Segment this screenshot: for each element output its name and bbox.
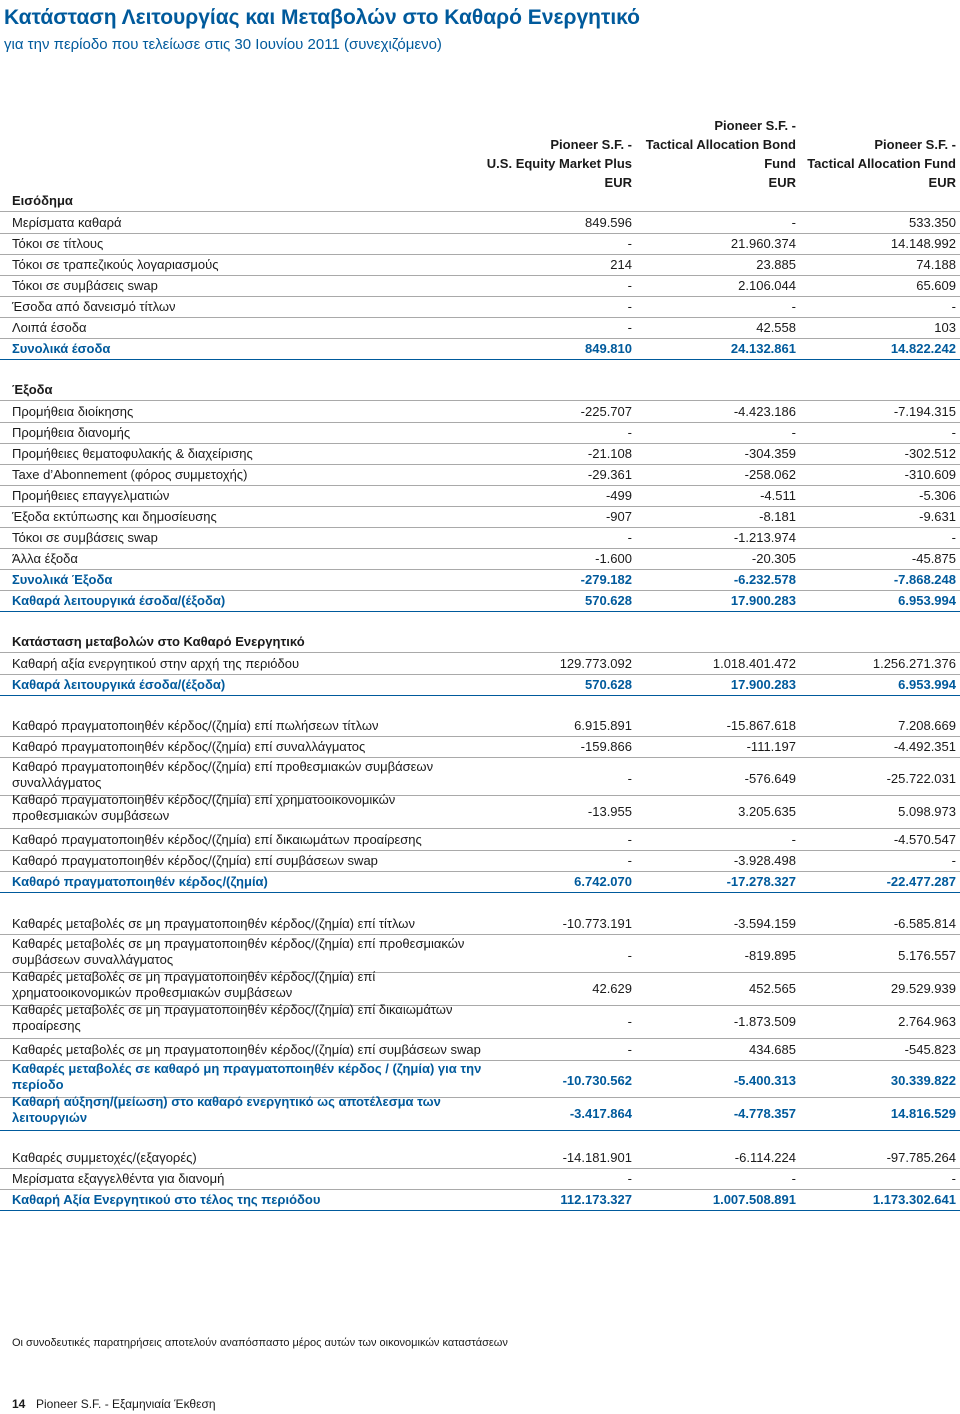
table-row-net-operating-repeat [0, 674, 960, 696]
row-label: Προμήθεια διοίκησης [12, 404, 134, 419]
value-cell: 1.256.271.376 [872, 656, 956, 671]
value-cell: 42.558 [756, 320, 796, 335]
value-cell: 849.810 [585, 341, 632, 356]
value-cell: -1.600 [595, 551, 632, 566]
value-cell: 24.132.861 [730, 341, 796, 356]
table-row-total-expenses [0, 569, 960, 591]
value-cell: -159.866 [580, 739, 632, 754]
table-row [0, 233, 960, 255]
value-cell: 30.339.822 [890, 1073, 956, 1088]
table-row [0, 254, 960, 276]
value-cell: 6.953.994 [898, 593, 956, 608]
value-cell: 434.685 [749, 1042, 796, 1057]
value-cell: -97.785.264 [886, 1150, 956, 1165]
row-label: Taxe d’Abonnement (φόρος συμμετοχής) [12, 467, 248, 482]
table-row [0, 829, 960, 851]
value-cell: 2.764.963 [898, 1014, 956, 1029]
value-cell: -6.585.814 [893, 916, 956, 931]
value-cell: 1.173.302.641 [872, 1192, 956, 1207]
value-cell: -13.955 [587, 804, 632, 819]
row-label: Καθαρή αξία ενεργητικού στην αρχή της περιόδου [12, 656, 300, 671]
value-cell: -4.492.351 [893, 739, 956, 754]
row-label: Καθαρές μεταβολές σε καθαρό μη πραγματοποιηθέν κέρδος / (ζημία) για την περίοδο [12, 1061, 482, 1092]
table-row [0, 485, 960, 507]
table-row-section-income [0, 190, 960, 212]
value-cell: -907 [605, 509, 632, 524]
value-cell: - [951, 853, 956, 868]
table-row [0, 506, 960, 528]
value-cell: 14.822.242 [890, 341, 956, 356]
table-row [0, 1147, 960, 1169]
value-cell: -279.182 [580, 572, 632, 587]
value-cell: - [791, 299, 796, 314]
value-cell: -499 [605, 488, 632, 503]
row-label: Καθαρή Αξία Ενεργητικού στο τέλος της περιόδου [12, 1192, 321, 1207]
value-cell: -4.778.357 [733, 1106, 796, 1121]
row-label: Καθαρό πραγματοποιηθέν κέρδος/(ζημία) επί δικαιωμάτων προαίρεσης [12, 832, 422, 847]
table-row [0, 850, 960, 872]
value-cell: -14.181.901 [562, 1150, 632, 1165]
row-label: Τόκοι σε συμβάσεις swap [12, 278, 158, 293]
value-cell: 112.173.327 [560, 1192, 632, 1207]
value-cell: -3.594.159 [733, 916, 796, 931]
value-cell: 103 [934, 320, 956, 335]
value-cell: -45.875 [911, 551, 956, 566]
row-label: Τόκοι σε συμβάσεις swap [12, 530, 158, 545]
value-cell: -8.181 [759, 509, 796, 524]
row-label: Τόκοι σε τίτλους [12, 236, 104, 251]
row-label: Τόκοι σε τραπεζικούς λογαριασμούς [12, 257, 219, 272]
value-cell: -1.213.974 [733, 530, 796, 545]
table-row-net-increase [0, 1092, 960, 1131]
row-label: Έξοδα εκτύπωσης και δημοσίευσης [12, 509, 217, 524]
table-row-section-expenses [0, 379, 960, 401]
value-cell: 7.208.669 [898, 718, 956, 733]
value-cell: - [627, 1042, 632, 1057]
row-label: Καθαρό πραγματοποιηθέν κέρδος/(ζημία) επί χρηματοοικονομικών προθεσμιακών συμβάσεων [12, 792, 396, 823]
value-cell: -6.114.224 [734, 1150, 796, 1165]
row-label: Καθαρό πραγματοποιηθέν κέρδος/(ζημία) επί πωλήσεων τίτλων [12, 718, 379, 733]
table-row [0, 790, 960, 829]
row-label: Καθαρό πραγματοποιηθέν κέρδος/(ζημία) επί προθεσμιακών συμβάσεων συναλλάγματος [12, 759, 434, 790]
table-row [0, 913, 960, 935]
value-cell: -21.108 [587, 446, 632, 461]
page-subtitle: για την περίοδο που τελείωσε στις 30 Ιουνίου 2011 (συνεχιζόμενο) [4, 36, 442, 53]
value-cell: - [627, 236, 632, 251]
value-cell: - [627, 948, 632, 963]
value-cell: -7.868.248 [893, 572, 956, 587]
value-cell: -310.609 [904, 467, 956, 482]
table-row [0, 317, 960, 339]
value-cell: -304.359 [744, 446, 796, 461]
value-cell: 29.529.939 [890, 981, 956, 996]
table-row [0, 275, 960, 297]
value-cell: -576.649 [744, 771, 796, 786]
table-row [0, 443, 960, 465]
value-cell: 129.773.092 [559, 656, 632, 671]
value-cell: - [951, 530, 956, 545]
value-cell: -20.305 [751, 551, 796, 566]
value-cell: 214 [610, 257, 632, 272]
value-cell: 17.900.283 [730, 593, 796, 608]
value-cell: -10.773.191 [562, 916, 632, 931]
value-cell: -545.823 [904, 1042, 956, 1057]
table-row [0, 1000, 960, 1039]
value-cell: - [627, 530, 632, 545]
row-label: Εισόδημα [12, 193, 73, 208]
table-row [0, 548, 960, 570]
value-cell: -3.928.498 [733, 853, 796, 868]
table-row-net-assets-end [0, 1189, 960, 1211]
row-label: Καθαρές μεταβολές σε μη πραγματοποιηθέν κέρδος/(ζημία) επί χρηματοοικονομικών προθεσμιακών συμβάσεων [12, 969, 376, 1000]
value-cell: 570.628 [585, 677, 632, 692]
value-cell: 74.188 [916, 257, 956, 272]
value-cell: -1.873.509 [733, 1014, 796, 1029]
value-cell: -5.306 [919, 488, 956, 503]
value-cell: - [951, 299, 956, 314]
row-label: Έσοδα από δανεισμό τίτλων [12, 299, 176, 314]
row-label: Έξοδα [12, 382, 53, 397]
row-label: Καθαρό πραγματοποιηθέν κέρδος/(ζημία) [12, 874, 268, 889]
row-label: Καθαρά λειτουργικά έσοδα/(έξοδα) [12, 677, 226, 692]
table-row-net-realised [0, 871, 960, 893]
value-cell: 6.915.891 [574, 718, 632, 733]
table-row [0, 212, 960, 234]
value-cell: - [627, 1014, 632, 1029]
value-cell: 42.629 [592, 981, 632, 996]
row-label: Συνολικά έσοδα [12, 341, 111, 356]
value-cell: - [627, 832, 632, 847]
value-cell: -4.423.186 [733, 404, 796, 419]
value-cell: - [627, 853, 632, 868]
row-label: Καθαρές μεταβολές σε μη πραγματοποιηθέν κέρδος/(ζημία) επί προθεσμιακών συμβάσεων συναλλάγματος [12, 936, 465, 967]
value-cell: - [951, 1171, 956, 1186]
row-label: Κατάσταση μεταβολών στο Καθαρό Ενεργητικό [12, 634, 305, 649]
row-label: Καθαρό πραγματοποιηθέν κέρδος/(ζημία) επί συναλλάγματος [12, 739, 366, 754]
table-row [0, 1039, 960, 1061]
value-cell: 452.565 [749, 981, 796, 996]
value-cell: - [627, 425, 632, 440]
value-cell: -5.400.313 [733, 1073, 796, 1088]
table-row [0, 464, 960, 486]
value-cell: - [791, 215, 796, 230]
row-label: Καθαρές μεταβολές σε μη πραγματοποιηθέν κέρδος/(ζημία) επί δικαιωμάτων προαίρεσης [12, 1002, 453, 1033]
table-row [0, 296, 960, 318]
table-row [0, 527, 960, 549]
value-cell: - [791, 1171, 796, 1186]
value-cell: 6.953.994 [898, 677, 956, 692]
value-cell: -7.194.315 [893, 404, 956, 419]
value-cell: 3.205.635 [738, 804, 796, 819]
value-cell: -25.722.031 [886, 771, 956, 786]
value-cell: -29.361 [587, 467, 632, 482]
table-row-section-changes [0, 631, 960, 653]
value-cell: 17.900.283 [730, 677, 796, 692]
value-cell: - [791, 425, 796, 440]
value-cell: 14.148.992 [890, 236, 956, 251]
value-cell: 1.018.401.472 [712, 656, 796, 671]
row-label: Μερίσματα καθαρά [12, 215, 122, 230]
row-label: Προμήθειες επαγγελματιών [12, 488, 170, 503]
value-cell: -302.512 [904, 446, 956, 461]
table-row [0, 401, 960, 423]
row-label: Καθαρές μεταβολές σε μη πραγματοποιηθέν κέρδος/(ζημία) επί συμβάσεων swap [12, 1042, 481, 1057]
value-cell: 2.106.044 [738, 278, 796, 293]
value-cell: 533.350 [909, 215, 956, 230]
value-cell: -111.197 [746, 739, 796, 754]
table-row-total-income [0, 338, 960, 360]
running-footer-title: Pioneer S.F. - Εξαμηνιαία Έκθεση [36, 1397, 216, 1411]
value-cell: 570.628 [585, 593, 632, 608]
value-cell: -258.062 [744, 467, 796, 482]
value-cell: -225.707 [580, 404, 632, 419]
value-cell: -4.570.547 [893, 832, 956, 847]
column-header-tactical-bond: Pioneer S.F. - Tactical Allocation Bond Fund EUR [645, 118, 796, 190]
value-cell: 14.816.529 [890, 1106, 956, 1121]
value-cell: 23.885 [756, 257, 796, 272]
value-cell: -15.867.618 [726, 718, 796, 733]
value-cell: -17.278.327 [726, 874, 796, 889]
row-label: Προμήθειες θεματοφυλακής & διαχείρισης [12, 446, 253, 461]
value-cell: -819.895 [744, 948, 796, 963]
table-row [0, 422, 960, 444]
table-row [0, 736, 960, 758]
value-cell: - [627, 278, 632, 293]
value-cell: -6.232.578 [733, 572, 796, 587]
row-label: Καθαρή αύξηση/(μείωση) στο καθαρό ενεργητικό ως αποτέλεσμα των λειτουργιών [12, 1094, 441, 1125]
value-cell: 6.742.070 [574, 874, 632, 889]
row-label: Μερίσματα εξαγγελθέντα για διανομή [12, 1171, 225, 1186]
value-cell: 5.176.557 [898, 948, 956, 963]
value-cell: - [627, 299, 632, 314]
page-number: 14 [12, 1397, 26, 1411]
column-header-tactical-fund: Pioneer S.F. - Tactical Allocation Fund EUR [807, 137, 956, 190]
row-label: Προμήθεια διανομής [12, 425, 131, 440]
page-title: Κατάσταση Λειτουργίας και Μεταβολών στο Καθαρό Ενεργητικό [4, 6, 641, 29]
row-label: Καθαρές μεταβολές σε μη πραγματοποιηθέν κέρδος/(ζημία) επί τίτλων [12, 916, 415, 931]
value-cell: -3.417.864 [569, 1106, 632, 1121]
value-cell: 21.960.374 [730, 236, 796, 251]
value-cell: 1.007.508.891 [712, 1192, 796, 1207]
table-row [0, 1168, 960, 1190]
value-cell: - [627, 1171, 632, 1186]
table-row [0, 715, 960, 737]
value-cell: - [951, 425, 956, 440]
column-header-us-equity: Pioneer S.F. - U.S. Equity Market Plus EUR [486, 137, 632, 190]
value-cell: 5.098.973 [898, 804, 956, 819]
value-cell: -22.477.287 [886, 874, 956, 889]
row-label: Καθαρό πραγματοποιηθέν κέρδος/(ζημία) επί συμβάσεων swap [12, 853, 378, 868]
row-label: Καθαρές συμμετοχές/(εξαγορές) [12, 1150, 197, 1165]
value-cell: - [791, 832, 796, 847]
value-cell: -9.631 [919, 509, 956, 524]
row-label: Λοιπά έσοδα [12, 320, 87, 335]
value-cell: - [627, 771, 632, 786]
table-row [0, 653, 960, 675]
value-cell: -10.730.562 [562, 1073, 632, 1088]
value-cell: 65.609 [916, 278, 956, 293]
row-label: Συνολικά Έξοδα [12, 572, 113, 587]
value-cell: -4.511 [760, 488, 796, 503]
value-cell: 849.596 [585, 215, 632, 230]
footnote: Οι συνοδευτικές παρατηρήσεις αποτελούν αναπόσπαστο μέρος αυτών των οικονομικών καταστάσεων [12, 1337, 508, 1349]
table-row-net-operating [0, 590, 960, 612]
row-label: Άλλα έξοδα [12, 551, 78, 566]
value-cell: - [627, 320, 632, 335]
row-label: Καθαρά λειτουργικά έσοδα/(έξοδα) [12, 593, 226, 608]
